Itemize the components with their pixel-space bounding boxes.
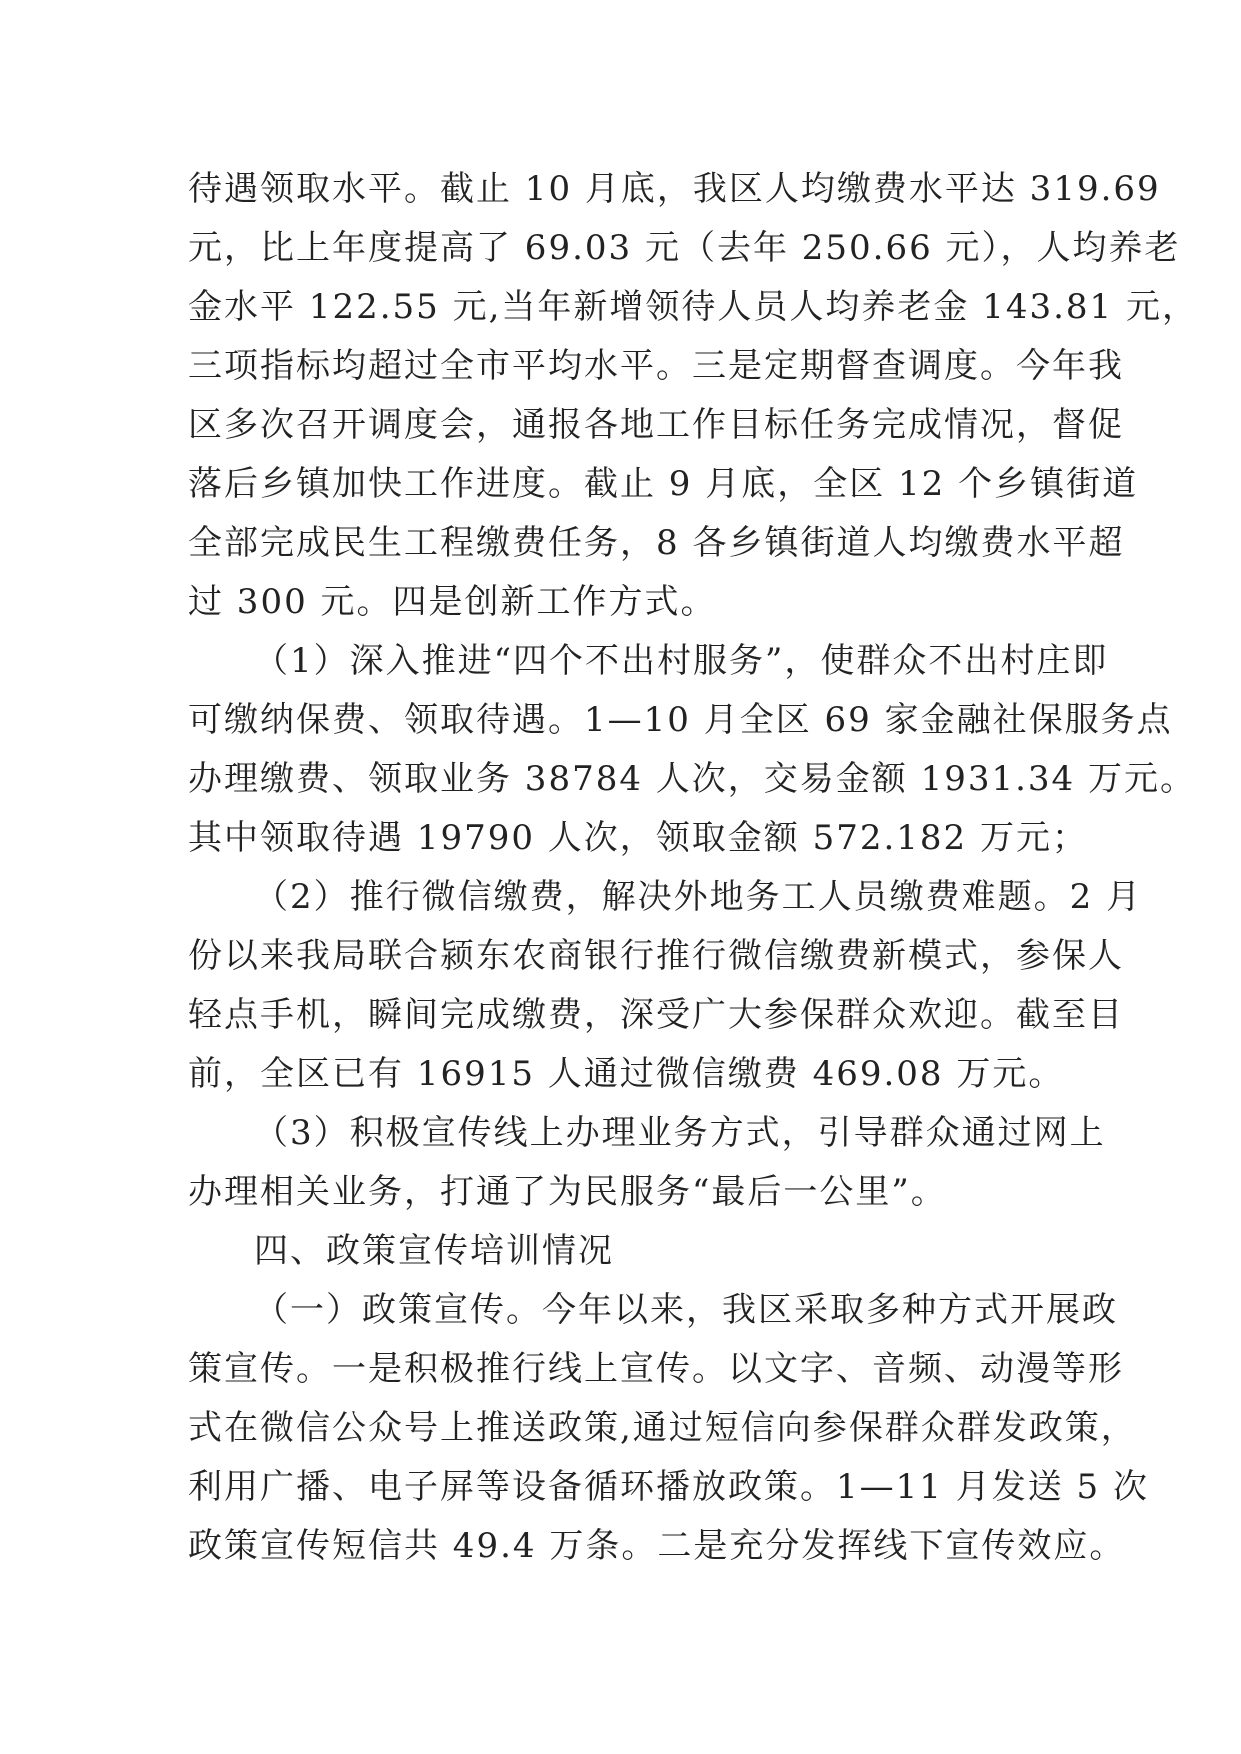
text-line: 金水平 122.55 元,当年新增领待人员人均养老金 143.81 元， xyxy=(188,287,1198,327)
text-line: （1）深入推进“四个不出村服务”，使群众不出村庄即 xyxy=(254,641,1109,681)
text-line: 待遇领取水平。截止 10 月底，我区人均缴费水平达 319.69 xyxy=(188,169,1161,209)
text-line: 办理相关业务，打通了为民服务“最后一公里”。 xyxy=(188,1172,947,1212)
text-line: 过 300 元。四是创新工作方式。 xyxy=(188,582,717,622)
text-line: 元，比上年度提高了 69.03 元（去年 250.66 元），人均养老 xyxy=(188,228,1181,268)
text-line: 政策宣传短信共 49.4 万条。二是充分发挥线下宣传效应。 xyxy=(188,1526,1126,1566)
text-line: 前，全区已有 16915 人通过微信缴费 469.08 万元。 xyxy=(188,1054,1065,1094)
text-line: 可缴纳保费、领取待遇。1—10 月全区 69 家金融社保服务点 xyxy=(188,700,1173,740)
text-line: 份以来我局联合颍东农商银行推行微信缴费新模式，参保人 xyxy=(188,936,1124,976)
text-line: 全部完成民生工程缴费任务，8 各乡镇街道人均缴费水平超 xyxy=(188,523,1125,563)
body-text xyxy=(188,160,1198,1576)
text-line: 三项指标均超过全市平均水平。三是定期督查调度。今年我 xyxy=(188,346,1124,386)
text-line: （3）积极宣传线上办理业务方式，引导群众通过网上 xyxy=(254,1113,1106,1153)
section-heading: 四、政策宣传培训情况 xyxy=(254,1231,614,1271)
text-line: 其中领取待遇 19790 人次，领取金额 572.182 万元； xyxy=(188,818,1088,858)
text-line: 办理缴费、领取业务 38784 人次，交易金额 1931.34 万元。 xyxy=(188,759,1196,799)
text-line: （一）政策宣传。今年以来，我区采取多种方式开展政 xyxy=(254,1290,1118,1330)
text-line: 式在微信公众号上推送政策,通过短信向参保群众群发政策， xyxy=(188,1408,1137,1448)
text-line: 落后乡镇加快工作进度。截止 9 月底，全区 12 个乡镇街道 xyxy=(188,464,1139,504)
text-line: 策宣传。一是积极推行线上宣传。以文字、音频、动漫等形 xyxy=(188,1349,1124,1389)
text-line: 利用广播、电子屏等设备循环播放政策。1—11 月发送 5 次 xyxy=(188,1467,1149,1507)
text-line: 轻点手机，瞬间完成缴费，深受广大参保群众欢迎。截至目 xyxy=(188,995,1124,1035)
text-line: 区多次召开调度会，通报各地工作目标任务完成情况，督促 xyxy=(188,405,1124,445)
text-line: （2）推行微信缴费，解决外地务工人员缴费难题。2 月 xyxy=(254,877,1143,917)
